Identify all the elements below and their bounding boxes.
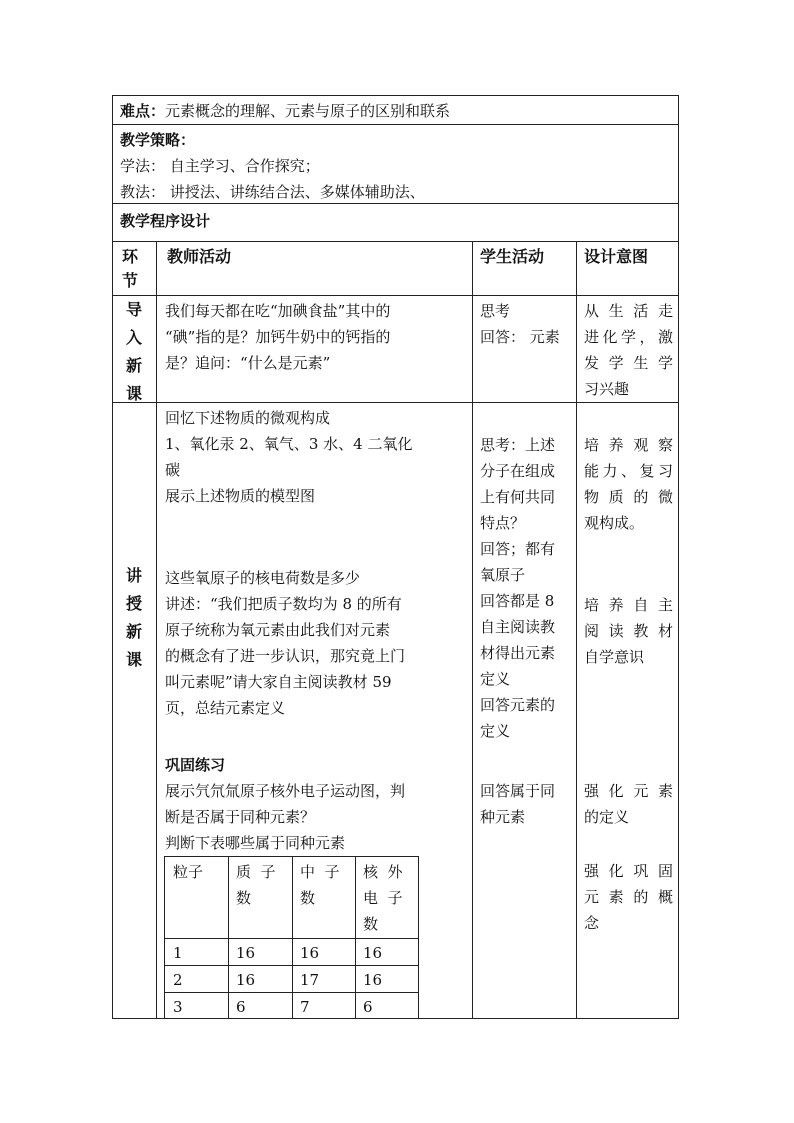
proton-header: 质 子: [236, 863, 276, 881]
stage-header-line1: 环: [122, 247, 139, 266]
difficulty-text: 元素概念的理解、元素与原子的区别和联系: [165, 102, 451, 120]
column-divider: [156, 241, 157, 1019]
stage-header-line2: 节: [122, 271, 139, 290]
table-cell: 16: [236, 971, 256, 989]
lecture-design-intent-d: 强化巩固 元素的概 念: [584, 862, 673, 932]
column-divider: [472, 241, 473, 1019]
intro-stage-label: 导 入 新 课: [125, 300, 142, 403]
intro-student-activity: 思考 回答： 元素: [480, 302, 560, 346]
electron-header-line2: 电 子: [363, 889, 403, 907]
column-divider: [576, 241, 577, 1019]
intro-design-intent: 从生活走 进化学，激 发学生学 习兴趣: [584, 302, 673, 398]
student-activity-header: 学生活动: [480, 247, 545, 266]
table-cell: 16: [363, 944, 383, 962]
particle-header: 粒子: [173, 863, 204, 881]
difficulty-row: [120, 98, 450, 124]
difficulty-label: 难点：: [120, 102, 166, 120]
table-cell: 16: [300, 944, 320, 962]
neutron-header: 中 子: [300, 863, 340, 881]
lecture-design-intent-c: 强化元素 的定义: [584, 782, 673, 826]
table-cell: 2: [173, 971, 183, 989]
table-cell: 3: [173, 998, 183, 1016]
teaching-method: 教法： 讲授法、讲练结合法、多媒体辅助法、: [120, 183, 425, 201]
electron-header: 核 外: [363, 863, 403, 881]
row-divider: [112, 124, 679, 125]
lecture-stage-label: 讲 授 新 课: [125, 566, 142, 669]
row-divider: [112, 295, 679, 296]
table-cell: 1: [173, 944, 183, 962]
lecture-teacher-activity-c: 展示氕氘氚原子核外电子运动图，判 断是否属于同种元素？ 判断下表哪些属于同种元素: [165, 782, 406, 852]
learning-method: 学法： 自主学习、合作探究；: [120, 157, 320, 175]
table-cell: 6: [363, 998, 373, 1016]
table-cell: 17: [300, 971, 320, 989]
lecture-teacher-activity-b: 这些氧原子的核电荷数是多少 讲述：“我们把质子数均为 8 的所有 原子统称为氧元素由此我们对元素 的概念有了进一步认识，那究竟上门 叫元素呢”请大家自主阅读教材 59 页，总结元素定义: [165, 569, 406, 717]
proton-header-line2: 数: [236, 889, 252, 907]
table-cell: 7: [300, 998, 310, 1016]
row-divider: [112, 402, 679, 403]
lecture-design-intent-b: 培养自主 阅读教材 自学意识: [584, 596, 673, 666]
table-cell: 16: [363, 971, 383, 989]
lecture-design-intent-a: 培养观察 能力、复习 物质的微 观构成。: [584, 436, 673, 532]
lecture-student-activity-a: 思考：上述 分子在组成 上有何共同 特点？ 回答；都有 氧原子 回答都是 8 自主阅读教 材得出元素 定义 回答元素的 定义: [480, 436, 556, 740]
lecture-teacher-activity-a: 回忆下述物质的微观构成 1、氧化汞 2、氧气、3 水、4 二氧化 碳 展示上述物质的模型图: [165, 409, 413, 505]
program-title: 教学程序设计: [120, 212, 211, 230]
row-divider: [112, 241, 679, 242]
neutron-header-line2: 数: [300, 889, 316, 907]
consolidate-title: 巩固练习: [165, 756, 226, 774]
design-intent-header: 设计意图: [584, 247, 649, 266]
electron-header-line3: 数: [363, 915, 379, 933]
table-cell: 6: [236, 998, 246, 1016]
lecture-student-activity-b: 回答属于同 种元素: [480, 782, 556, 826]
teacher-activity-header: 教师活动: [167, 247, 232, 266]
table-cell: 16: [236, 944, 256, 962]
intro-teacher-activity: 我们每天都在吃“加碘食盐”其中的 “碘”指的是？加钙牛奶中的钙指的 是？追问：“什么是元素”: [165, 302, 391, 372]
strategy-title: 教学策略：: [120, 131, 196, 149]
